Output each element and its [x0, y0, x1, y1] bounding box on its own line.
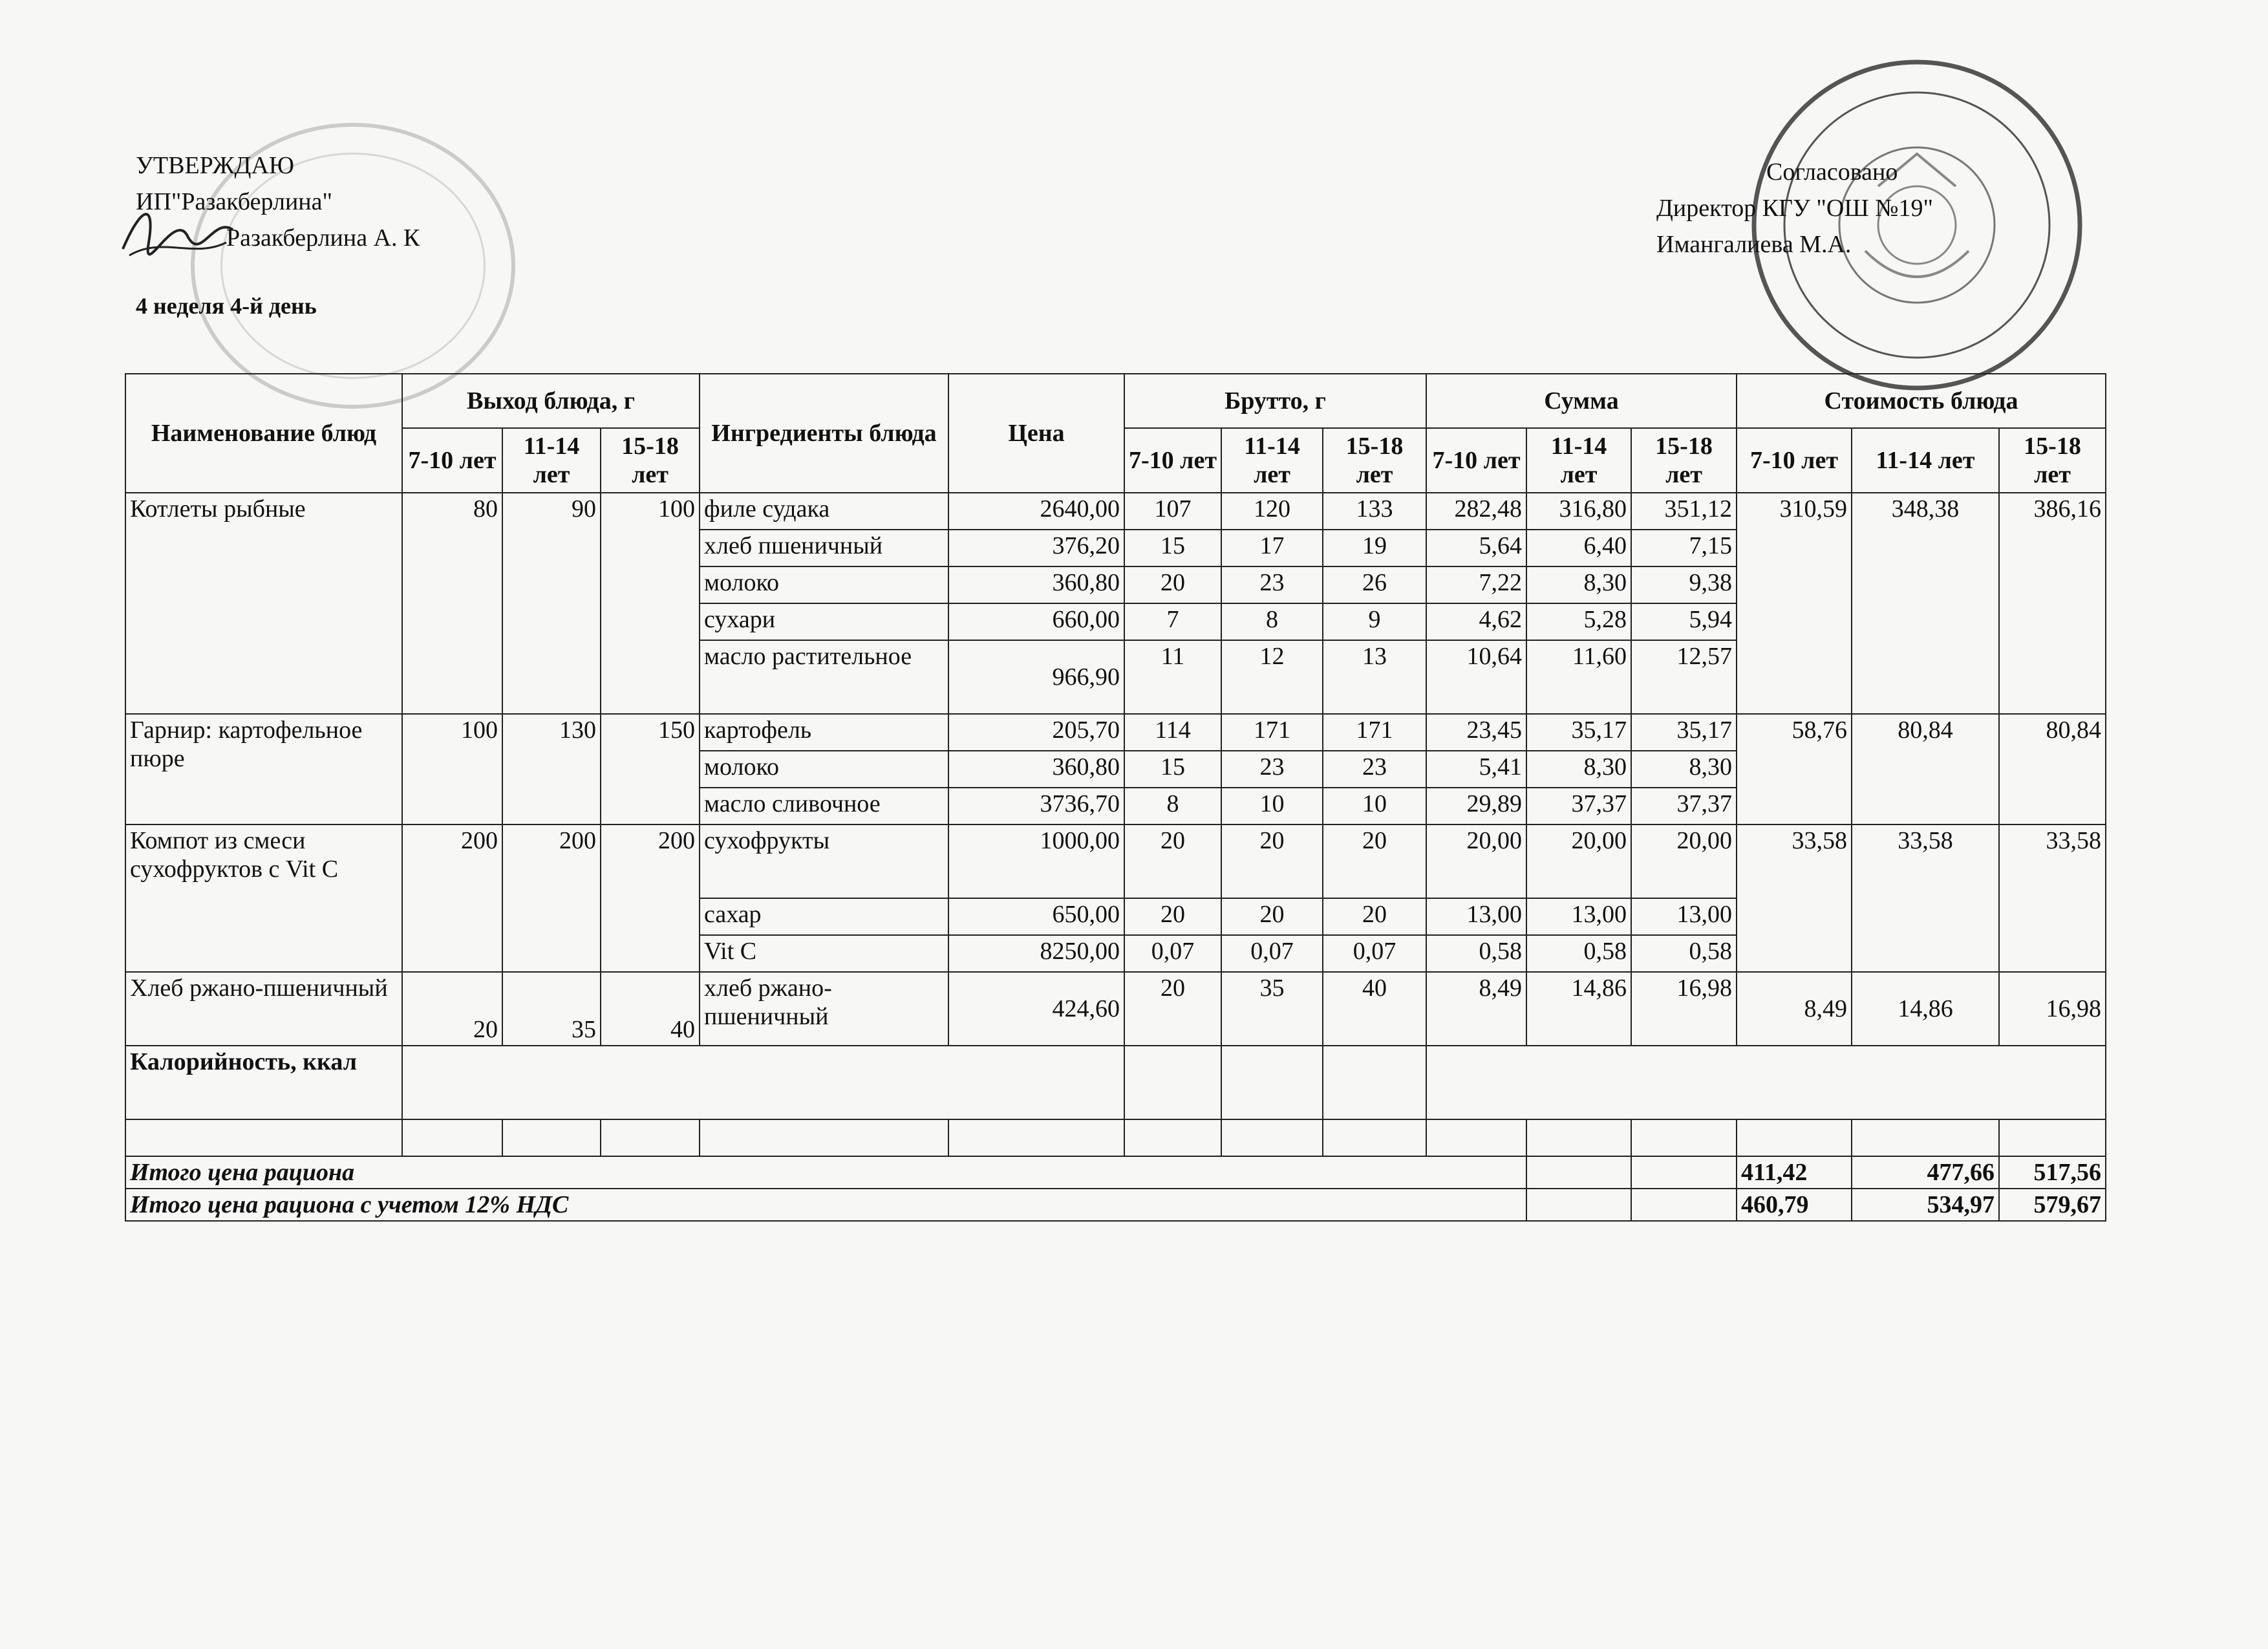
- dish-output: 200: [502, 824, 601, 972]
- brutto-value: 20: [1124, 824, 1221, 898]
- brutto-value: 0,07: [1323, 935, 1426, 972]
- brutto-value: 23: [1323, 751, 1426, 788]
- ingredient-price: 2640,00: [948, 493, 1124, 530]
- sum-value: 37,37: [1631, 788, 1737, 824]
- agreement-position: Директор КГУ "ОШ №19": [1656, 195, 1933, 222]
- dish-cost: 33,58: [1852, 824, 1999, 972]
- brutto-value: 10: [1323, 788, 1426, 824]
- total-value: 579,67: [1999, 1189, 2106, 1221]
- sum-value: 5,94: [1631, 603, 1737, 640]
- sum-value: 5,41: [1426, 751, 1526, 788]
- sum-value: 13,00: [1526, 898, 1631, 935]
- sum-value: 5,64: [1426, 530, 1526, 566]
- header-sum: Сумма: [1426, 374, 1737, 428]
- sum-value: 13,00: [1631, 898, 1737, 935]
- brutto-value: 133: [1323, 493, 1426, 530]
- ingredient-price: 205,70: [948, 714, 1124, 751]
- calorie-label: Калорийность, ккал: [125, 1046, 402, 1119]
- ingredient-name: молоко: [700, 751, 948, 788]
- sum-value: 8,30: [1631, 751, 1737, 788]
- empty-cell: [1124, 1119, 1221, 1156]
- dish-output: 200: [601, 824, 700, 972]
- brutto-value: 11: [1124, 640, 1221, 714]
- dish-cost: 33,58: [1737, 824, 1852, 972]
- brutto-value: 15: [1124, 530, 1221, 566]
- sum-value: 0,58: [1631, 935, 1737, 972]
- brutto-value: 20: [1221, 898, 1323, 935]
- brutto-value: 19: [1323, 530, 1426, 566]
- approval-person: Разакберлина А. К: [226, 224, 420, 252]
- ingredient-price: 650,00: [948, 898, 1124, 935]
- header-cost: Стоимость блюда: [1737, 374, 2106, 428]
- empty-cell: [1221, 1046, 1323, 1119]
- brutto-value: 23: [1221, 566, 1323, 603]
- empty-cell: [125, 1119, 402, 1156]
- empty-cell: [1737, 1119, 1852, 1156]
- header-price: Цена: [948, 374, 1124, 493]
- dish-name: Хлеб ржано-пшеничный: [125, 972, 402, 1046]
- menu-body: [125, 493, 2106, 1221]
- ingredient-price: 8250,00: [948, 935, 1124, 972]
- dish-cost: 14,86: [1852, 972, 1999, 1046]
- ingredient-price: 3736,70: [948, 788, 1124, 824]
- dish-output: 35: [502, 972, 601, 1046]
- empty-row: [125, 1119, 2106, 1156]
- empty-cell: [1999, 1119, 2106, 1156]
- dish-name: Компот из смеси сухофруктов с Vit C: [125, 824, 402, 972]
- dish-output: 20: [402, 972, 502, 1046]
- empty-cell: [601, 1119, 700, 1156]
- approval-block: [136, 147, 420, 256]
- sum-value: 35,17: [1631, 714, 1737, 751]
- empty-cell: [1323, 1119, 1426, 1156]
- header-brutto: Брутто, г: [1124, 374, 1426, 428]
- brutto-value: 114: [1124, 714, 1221, 751]
- brutto-value: 120: [1221, 493, 1323, 530]
- dish-output: 200: [402, 824, 502, 972]
- dish-cost: 8,49: [1737, 972, 1852, 1046]
- total-row: [125, 1189, 2106, 1221]
- dish-name: Гарнир: картофельное пюре: [125, 714, 402, 824]
- brutto-value: 8: [1221, 603, 1323, 640]
- empty-cell: [402, 1119, 502, 1156]
- calorie-row: [125, 1046, 2106, 1119]
- brutto-value: 20: [1323, 824, 1426, 898]
- ingredient-name: картофель: [700, 714, 948, 751]
- ingredient-price: 360,80: [948, 566, 1124, 603]
- dish-output: 100: [402, 714, 502, 824]
- ingredient-name: сахар: [700, 898, 948, 935]
- brutto-value: 26: [1323, 566, 1426, 603]
- empty-cell: [1526, 1156, 1631, 1189]
- total-label: Итого цена рациона с учетом 12% НДС: [125, 1189, 1526, 1221]
- total-value: 477,66: [1852, 1156, 1999, 1189]
- dish-cost: 16,98: [1999, 972, 2106, 1046]
- sum-value: 5,28: [1526, 603, 1631, 640]
- brutto-value: 23: [1221, 751, 1323, 788]
- table-row: [125, 493, 2106, 530]
- age-header: 7-10 лет: [1737, 428, 1852, 493]
- sum-value: 20,00: [1631, 824, 1737, 898]
- sum-value: 37,37: [1526, 788, 1631, 824]
- ingredient-name: сухари: [700, 603, 948, 640]
- sum-value: 4,62: [1426, 603, 1526, 640]
- sum-value: 23,45: [1426, 714, 1526, 751]
- brutto-value: 13: [1323, 640, 1426, 714]
- total-value: 534,97: [1852, 1189, 1999, 1221]
- brutto-value: 8: [1124, 788, 1221, 824]
- dish-cost: 33,58: [1999, 824, 2106, 972]
- total-label: Итого цена рациона: [125, 1156, 1526, 1189]
- brutto-value: 12: [1221, 640, 1323, 714]
- sum-value: 29,89: [1426, 788, 1526, 824]
- empty-cell: [1852, 1119, 1999, 1156]
- empty-cell: [1526, 1119, 1631, 1156]
- empty-cell: [1323, 1046, 1426, 1119]
- table-row: [125, 972, 2106, 1046]
- dish-output: 100: [601, 493, 700, 714]
- empty-cell: [1526, 1189, 1631, 1221]
- sum-value: 13,00: [1426, 898, 1526, 935]
- empty-cell: [700, 1119, 948, 1156]
- dish-output: 80: [402, 493, 502, 714]
- sum-value: 11,60: [1526, 640, 1631, 714]
- empty-cell: [1631, 1156, 1737, 1189]
- brutto-value: 35: [1221, 972, 1323, 1046]
- sum-value: 35,17: [1526, 714, 1631, 751]
- brutto-value: 171: [1221, 714, 1323, 751]
- empty-cell: [402, 1046, 1124, 1119]
- empty-cell: [502, 1119, 601, 1156]
- total-value: 411,42: [1737, 1156, 1852, 1189]
- sum-value: 20,00: [1526, 824, 1631, 898]
- sum-value: 9,38: [1631, 566, 1737, 603]
- header-ingredients: Ингредиенты блюда: [700, 374, 948, 493]
- dish-cost: 348,38: [1852, 493, 1999, 714]
- ingredient-price: 966,90: [948, 640, 1124, 714]
- sum-value: 20,00: [1426, 824, 1526, 898]
- ingredient-price: 360,80: [948, 751, 1124, 788]
- sum-value: 282,48: [1426, 493, 1526, 530]
- brutto-value: 10: [1221, 788, 1323, 824]
- brutto-value: 17: [1221, 530, 1323, 566]
- agreement-title: Согласовано: [1766, 158, 1898, 186]
- ingredient-name: масло растительное: [700, 640, 948, 714]
- age-header: 7-10 лет: [1426, 428, 1526, 493]
- empty-cell: [1631, 1119, 1737, 1156]
- empty-cell: [1124, 1046, 1221, 1119]
- ingredient-name: масло сливочное: [700, 788, 948, 824]
- brutto-value: 7: [1124, 603, 1221, 640]
- header-output: Выход блюда, г: [402, 374, 700, 428]
- sum-value: 8,49: [1426, 972, 1526, 1046]
- approval-company: ИП"Разакберлина": [136, 188, 332, 215]
- sum-value: 14,86: [1526, 972, 1631, 1046]
- dish-name: Котлеты рыбные: [125, 493, 402, 714]
- dish-cost: 310,59: [1737, 493, 1852, 714]
- ingredient-name: Vit C: [700, 935, 948, 972]
- sum-value: 0,58: [1426, 935, 1526, 972]
- ingredient-price: 424,60: [948, 972, 1124, 1046]
- ingredient-name: хлеб пшеничный: [700, 530, 948, 566]
- ingredient-name: молоко: [700, 566, 948, 603]
- sum-value: 8,30: [1526, 566, 1631, 603]
- sum-value: 12,57: [1631, 640, 1737, 714]
- brutto-value: 20: [1124, 566, 1221, 603]
- age-header: 11-14 лет: [1526, 428, 1631, 493]
- ingredient-price: 376,20: [948, 530, 1124, 566]
- total-row: [125, 1156, 2106, 1189]
- total-value: 460,79: [1737, 1189, 1852, 1221]
- age-header: 15-18 лет: [1631, 428, 1737, 493]
- sum-value: 7,22: [1426, 566, 1526, 603]
- day-label: 4 неделя 4-й день: [136, 293, 317, 319]
- total-value: 517,56: [1999, 1156, 2106, 1189]
- brutto-value: 107: [1124, 493, 1221, 530]
- age-header: 7-10 лет: [1124, 428, 1221, 493]
- ingredient-name: сухофрукты: [700, 824, 948, 898]
- sum-value: 0,58: [1526, 935, 1631, 972]
- dish-cost: 386,16: [1999, 493, 2106, 714]
- sum-value: 6,40: [1526, 530, 1631, 566]
- age-header: 15-18 лет: [1999, 428, 2106, 493]
- table-row: [125, 714, 2106, 751]
- sum-value: 7,15: [1631, 530, 1737, 566]
- dish-output: 40: [601, 972, 700, 1046]
- sum-value: 8,30: [1526, 751, 1631, 788]
- age-header: 11-14 лет: [1221, 428, 1323, 493]
- brutto-value: 20: [1124, 972, 1221, 1046]
- dish-cost: 58,76: [1737, 714, 1852, 824]
- dish-output: 130: [502, 714, 601, 824]
- empty-cell: [1426, 1046, 2106, 1119]
- empty-cell: [1426, 1119, 1526, 1156]
- ingredient-name: хлеб ржано-пшеничный: [700, 972, 948, 1046]
- age-header: 11-14 лет: [502, 428, 601, 493]
- age-header: 7-10 лет: [402, 428, 502, 493]
- empty-cell: [1221, 1119, 1323, 1156]
- sum-value: 316,80: [1526, 493, 1631, 530]
- agreement-block: [1656, 154, 1933, 263]
- dish-output: 150: [601, 714, 700, 824]
- age-header: 11-14 лет: [1852, 428, 1999, 493]
- ingredient-price: 660,00: [948, 603, 1124, 640]
- header-name: Наименование блюд: [125, 374, 402, 493]
- brutto-value: 20: [1221, 824, 1323, 898]
- approval-title: УТВЕРЖДАЮ: [136, 152, 294, 179]
- agreement-person: Имангалиева М.А.: [1656, 231, 1852, 258]
- age-header: 15-18 лет: [1323, 428, 1426, 493]
- dish-cost: 80,84: [1852, 714, 1999, 824]
- dish-cost: 80,84: [1999, 714, 2106, 824]
- sum-value: 16,98: [1631, 972, 1737, 1046]
- table-row: [125, 824, 2106, 898]
- empty-cell: [1631, 1189, 1737, 1221]
- brutto-value: 20: [1124, 898, 1221, 935]
- ingredient-price: 1000,00: [948, 824, 1124, 898]
- ingredient-name: филе судака: [700, 493, 948, 530]
- brutto-value: 15: [1124, 751, 1221, 788]
- empty-cell: [948, 1119, 1124, 1156]
- age-header: 15-18 лет: [601, 428, 700, 493]
- sum-value: 351,12: [1631, 493, 1737, 530]
- brutto-value: 0,07: [1221, 935, 1323, 972]
- dish-output: 90: [502, 493, 601, 714]
- brutto-value: 20: [1323, 898, 1426, 935]
- menu-table: [125, 373, 2106, 1222]
- brutto-value: 171: [1323, 714, 1426, 751]
- brutto-value: 0,07: [1124, 935, 1221, 972]
- brutto-value: 9: [1323, 603, 1426, 640]
- brutto-value: 40: [1323, 972, 1426, 1046]
- sum-value: 10,64: [1426, 640, 1526, 714]
